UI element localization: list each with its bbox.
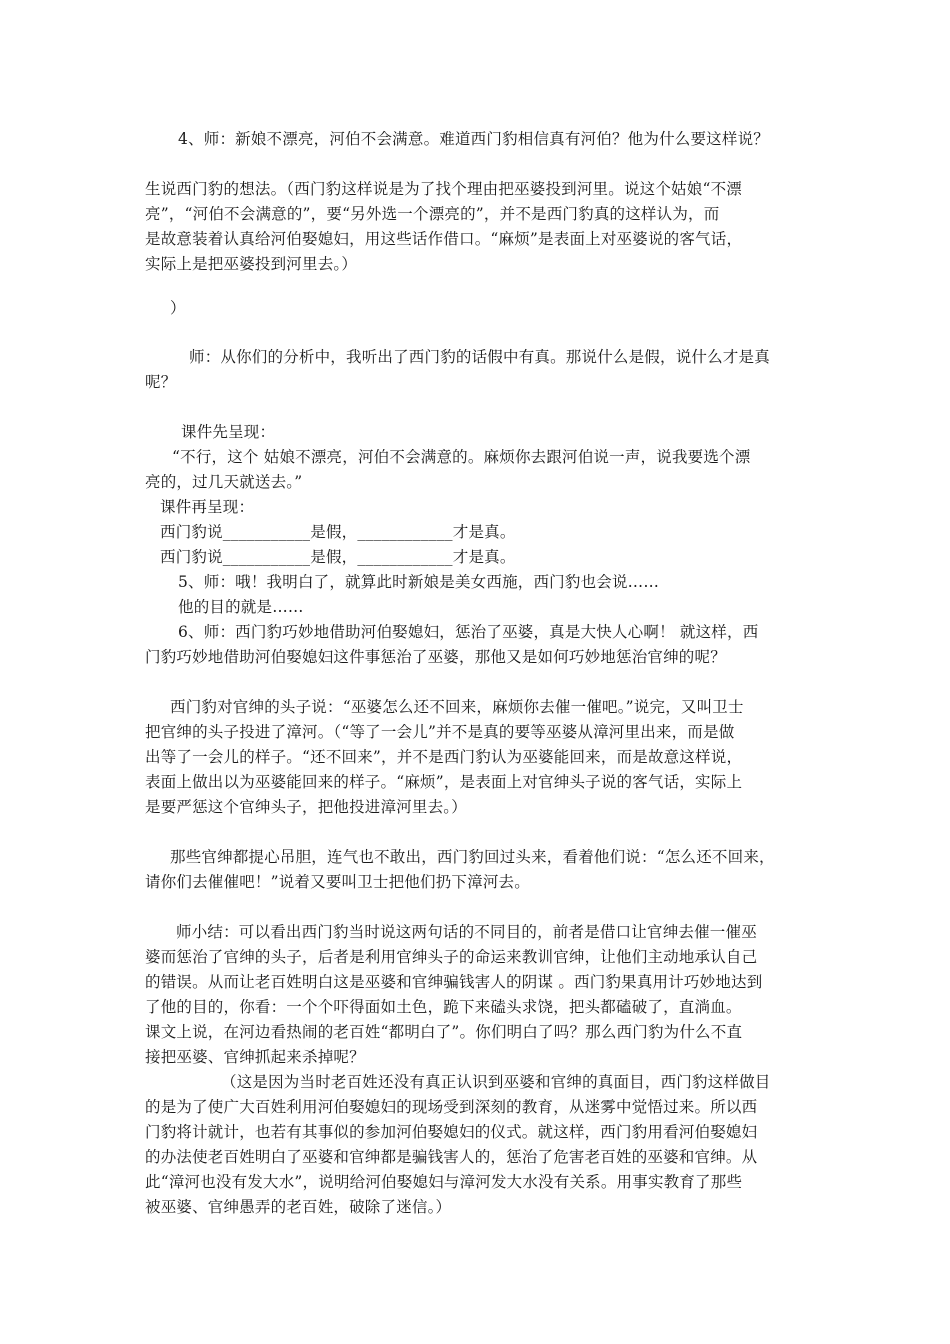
- text-line: 请你们去催催吧！”说着又要叫卫士把他们扔下漳河去。: [145, 873, 530, 891]
- text-line: “不行，这个 姑娘不漂亮，河伯不会满意的。麻烦你去跟河伯说一声，说我要选个漂: [172, 448, 751, 466]
- text-line: 他的目的就是……: [178, 598, 304, 616]
- text-line: （这是因为当时老百姓还没有真正认识到巫婆和官绅的真面目，西门豹这样做目: [221, 1073, 771, 1091]
- text-line: 亮”，“河伯不会满意的”，要“另外选一个漂亮的”，并不是西门豹真的这样认为，而: [145, 205, 720, 223]
- text-line: 课文上说，在河边看热闹的老百姓“都明白了”。你们明白了吗？那么西门豹为什么不直: [145, 1023, 743, 1041]
- text-line: 5、师：哦！我明白了，就算此时新娘是美女西施，西门豹也会说……: [178, 573, 660, 591]
- text-line: 师小结：可以看出西门豹当时说这两句话的不同目的，前者是借口让官绅去催一催巫: [176, 923, 757, 941]
- text-line: 被巫婆、官绅愚弄的老百姓，破除了迷信。）: [145, 1198, 452, 1216]
- text-line: 课件先呈现：: [181, 423, 276, 441]
- text-line: ）: [170, 299, 186, 317]
- text-line: 亮的，过几天就送去。”: [145, 473, 303, 491]
- text-line: 4、师：新娘不漂亮，河伯不会满意。难道西门豹相信真有河伯？他为什么要这样说？: [178, 130, 769, 148]
- text-line: 的是为了使广大百姓利用河伯娶媳妇的现场受到深刻的教育，从迷雾中觉悟过来。所以西: [145, 1098, 758, 1116]
- text-line: 了他的目的，你看：一个个吓得面如土色，跪下来磕头求饶，把头都磕破了，直淌血。: [145, 998, 742, 1016]
- text-line: 的办法使老百姓明白了巫婆和官绅都是骗钱害人的，惩治了危害老百姓的巫婆和官绅。从: [145, 1148, 758, 1166]
- text-line: 门豹巧妙地借助河伯娶媳妇这件事惩治了巫婆，那他又是如何巧妙地惩治官绅的呢？: [145, 648, 726, 666]
- text-line: 出等了一会儿的样子。“还不回来”，并不是西门豹认为巫婆能回来，而是故意这样说，: [145, 748, 743, 766]
- text-line: 西门豹对官绅的头子说：“巫婆怎么还不回来，麻烦你去催一催吧。”说完，又叫卫士: [170, 698, 744, 716]
- text-line: 门豹将计就计，也若有其事似的参加河伯娶媳妇的仪式。就这样，西门豹用看河伯娶媳妇: [145, 1123, 758, 1141]
- text-line: 6、师：西门豹巧妙地借助河伯娶媳妇，惩治了巫婆，真是大快人心啊！ 就这样，西: [178, 623, 759, 641]
- text-line: 的错误。从而让老百姓明白这是巫婆和官绅骗钱害人的阴谋 。西门豹果真用计巧妙地达到: [145, 973, 763, 991]
- text-line: 师：从你们的分析中，我听出了西门豹的话假中有真。那说什么是假，说什么才是真: [189, 348, 770, 366]
- text-line: 是故意装着认真给河伯娶媳妇，用这些话作借口。“麻烦”是表面上对巫婆说的客气话，: [145, 230, 743, 248]
- text-line: 西门豹说___________是假，____________才是真。: [160, 548, 516, 566]
- text-line: 课件再呈现：: [160, 498, 255, 516]
- text-line: 呢？: [145, 373, 177, 391]
- text-line: 把官绅的头子投进了漳河。（“等了一会儿”并不是真的要等巫婆从漳河里出来，而是做: [145, 723, 735, 741]
- text-line: 接把巫婆、官绅抓起来杀掉呢？: [145, 1048, 365, 1066]
- text-line: 是要严惩这个官绅头子，把他投进漳河里去。）: [145, 798, 467, 816]
- text-line: 此“漳河也没有发大水”，说明给河伯娶媳妇与漳河发大水没有关系。用事实教育了那些: [145, 1173, 743, 1191]
- text-line: 婆而惩治了官绅的头子，后者是利用官绅头子的命运来教训官绅，让他们主动地承认自己: [145, 948, 758, 966]
- text-line: 表面上做出以为巫婆能回来的样子。“麻烦”，是表面上对官绅头子说的客气话，实际上: [145, 773, 743, 791]
- text-line: 那些官绅都提心吊胆，连气也不敢出，西门豹回过头来，看着他们说：“怎么还不回来，: [170, 848, 775, 866]
- text-line: 西门豹说___________是假，____________才是真。: [160, 523, 516, 541]
- text-line: 实际上是把巫婆投到河里去。）: [145, 255, 358, 273]
- text-line: 生说西门豹的想法。（西门豹这样说是为了找个理由把巫婆投到河里。说这个姑娘“不漂: [145, 180, 742, 198]
